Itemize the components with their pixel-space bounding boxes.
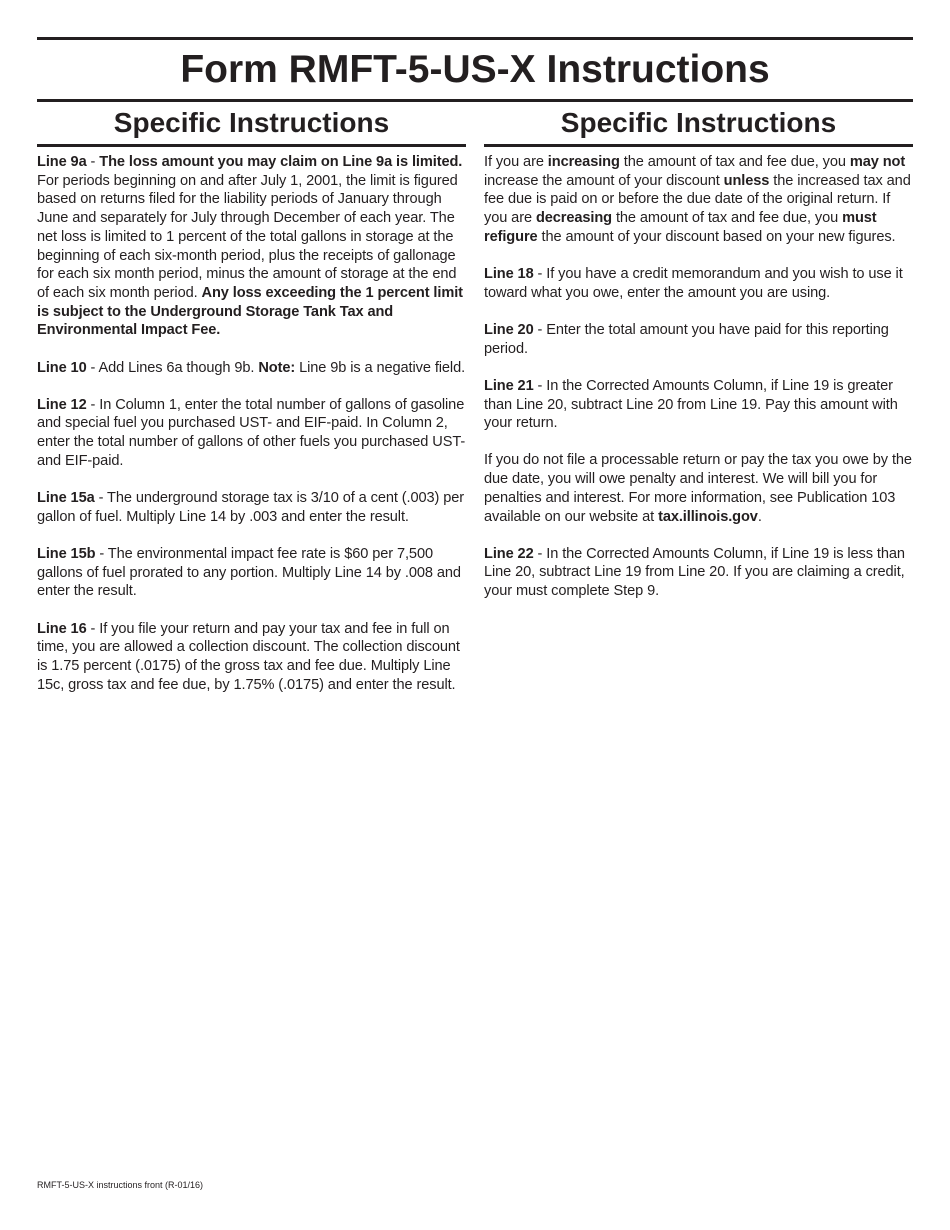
bold-text: The loss amount you may claim on Line 9a is limited.: [99, 154, 463, 170]
section-rule-right: [484, 144, 913, 147]
footer-form-id: RMFT-5-US-X instructions front (R-01/16): [37, 1180, 204, 1190]
body-text: Line 9b is a negative field.: [295, 359, 466, 376]
instruction-paragraph: [37, 359, 466, 378]
instruction-paragraph: [484, 545, 913, 601]
right-column: [484, 102, 913, 619]
bold-text: Line 16: [37, 620, 87, 637]
instruction-paragraph: [484, 265, 913, 302]
instruction-paragraph: [484, 321, 913, 358]
instruction-paragraph: [484, 153, 913, 247]
left-column-body: [37, 153, 466, 694]
bold-text: Line 10: [37, 359, 87, 376]
body-text: increase the amount of your discount: [484, 172, 724, 189]
top-rule: [37, 37, 913, 40]
page-title: Form RMFT-5-US-X Instructions: [180, 48, 770, 91]
instruction-paragraph: [484, 451, 913, 526]
bold-text: Any loss exceeding the 1 percent limit is subject to the Underground Storage Tank Tax and Environmental Impact Fee.: [37, 284, 463, 339]
body-text: - In the Corrected Amounts Column, if Line 19 is greater than Line 20, subtract Line 20 from Line 19. Pay this amount with your return.: [484, 377, 898, 432]
right-column-body: [484, 153, 913, 601]
body-text: the increased tax and fee due is paid on or before the due date of the original return. If you are: [484, 172, 911, 227]
instruction-paragraph: [37, 489, 466, 526]
body-text: the amount of tax and fee due, you: [612, 210, 843, 227]
instruction-paragraph: [37, 396, 466, 471]
body-text: If you are: [484, 154, 548, 170]
bold-text: tax.illinois.gov: [658, 508, 758, 525]
bold-text: Line 15a: [37, 490, 95, 507]
body-text: - The environmental impact fee rate is $60 per 7,500 gallons of fuel prorated to any portion. Multiply Line 14 by .008 and enter the result.: [37, 545, 461, 600]
section-rule-left: [37, 144, 466, 147]
bold-text: Note:: [258, 359, 296, 376]
body-text: - The underground storage tax is 3/10 of a cent (.003) per gallon of fuel. Multiply Line 14 by .003 and enter the result.: [37, 490, 465, 525]
body-text: .: [757, 508, 762, 525]
body-text: - In Column 1, enter the total number of gallons of gasoline and special fuel you purchased UST- and EIF-paid. In Column 2, enter the total number of gallons of other fuels you purchased UST- and EIF-paid.: [37, 396, 466, 469]
bold-text: may not: [849, 154, 906, 170]
bold-text: Line 15b: [37, 545, 96, 562]
instruction-paragraph: [37, 153, 466, 340]
bold-text: decreasing: [535, 210, 612, 227]
body-text: the amount of your discount based on your new figures.: [537, 228, 896, 245]
bold-text: must refigure: [484, 210, 877, 245]
bold-text: increasing: [547, 154, 620, 170]
body-text: - Add Lines 6a though 9b.: [86, 359, 259, 376]
body-text: the amount of tax and fee due, you: [619, 154, 850, 170]
body-text: -: [86, 154, 100, 170]
section-heading-right: Specific Instructions: [560, 107, 837, 138]
instruction-paragraph: [37, 545, 466, 601]
bold-text: Line 9a: [37, 154, 87, 170]
body-text: - In the Corrected Amounts Column, if Line 19 is less than Line 20, subtract Line 19 from Line 20. If you are claiming a credit, your must complete Step 9.: [484, 545, 905, 600]
section-heading-left: Specific Instructions: [113, 107, 390, 138]
left-column: [37, 102, 466, 713]
bold-text: Line 18: [484, 266, 534, 283]
body-text: If you do not file a processable return or pay the tax you owe by the due date, you will owe penalty and interest. We will bill you for penalties and interest. For more information, see Publication 103 available on our website at: [484, 452, 912, 525]
bold-text: Line 12: [37, 396, 87, 413]
bold-text: unless: [723, 172, 770, 189]
body-text: - If you have a credit memorandum and you wish to use it toward what you owe, enter the amount you are using.: [484, 266, 903, 301]
bold-text: Line 21: [484, 377, 534, 394]
body-text: - If you file your return and pay your tax and fee in full on time, you are allowed a collection discount. The collection discount is 1.75 percent (.0175) of the gross tax and fee due. Multiply Line 15c, gross tax and fee due, by 1.75% (.0175) and enter the result.: [37, 620, 460, 693]
bold-text: Line 22: [484, 545, 534, 562]
body-text: For periods beginning on and after July 1, 2001, the limit is figured based on returns filed for the liability periods of January through June and separately for July through December of each year. The net loss is limited to 1 percent of the total gallons in storage at the beginning of each six-month period, plus the receipts of gallonage for each six month period, minus the amount of storage at the end of each six month period.: [37, 172, 458, 301]
instruction-paragraph: [37, 620, 466, 695]
bold-text: Line 20: [484, 321, 534, 338]
body-text: - Enter the total amount you have paid for this reporting period.: [484, 321, 889, 357]
instruction-paragraph: [484, 377, 913, 433]
